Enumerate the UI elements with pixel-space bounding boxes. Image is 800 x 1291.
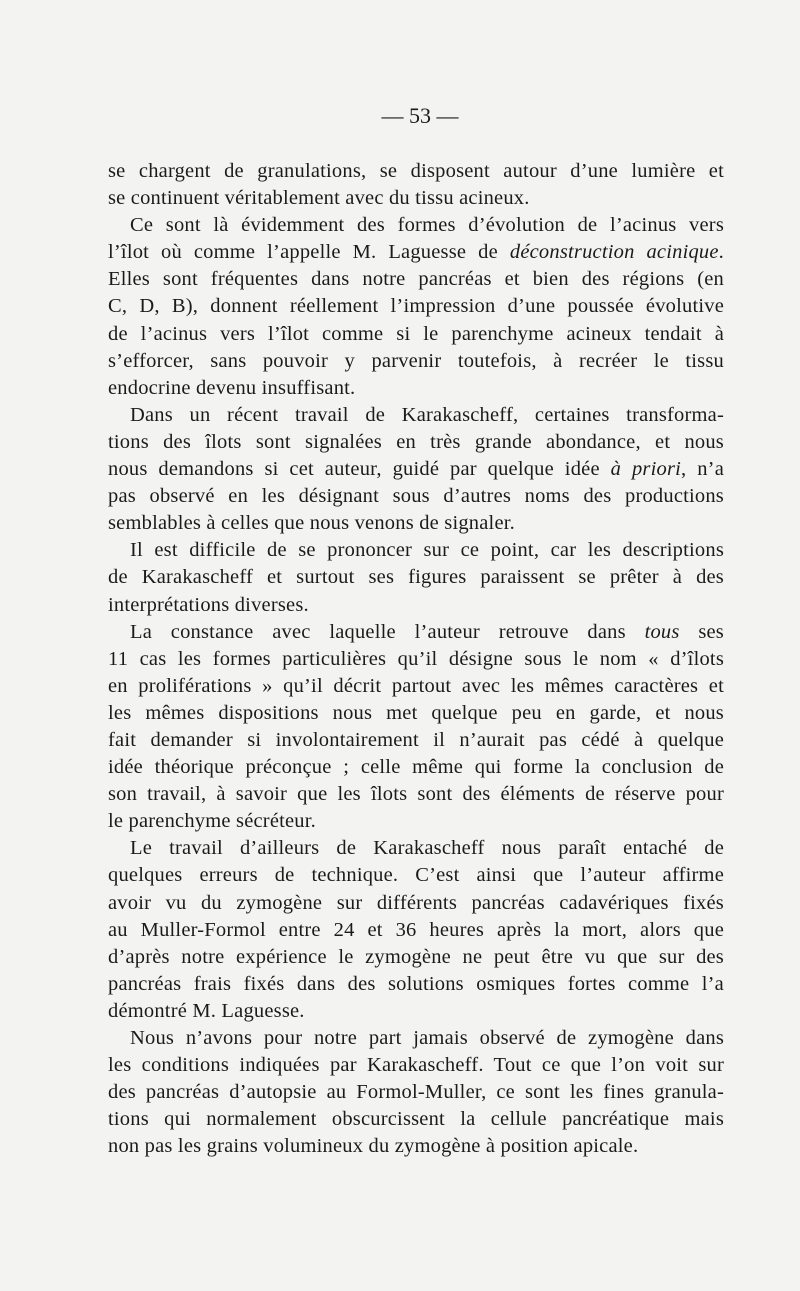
text-line (108, 456, 724, 483)
text-line (108, 1079, 724, 1106)
text-segment: semblables à celles que nous venons de signaler. (108, 512, 515, 535)
text-line (108, 564, 724, 591)
text-line (108, 646, 724, 673)
text-segment: quelques erreurs de technique. C’est ainsi que l’auteur affirme (108, 864, 724, 887)
text-segment: d’après notre expérience le zymogène ne peut être vu que sur des (108, 945, 724, 968)
text-segment: Dans un récent travail de Karakascheff, certaines transforma- (130, 403, 724, 426)
text-line (108, 1133, 724, 1160)
text-line (108, 537, 724, 564)
text-line (108, 727, 724, 754)
text-line (108, 212, 724, 239)
text-segment: Il est difficile de se prononcer sur ce point, car les descriptions (130, 539, 724, 562)
text-line (108, 402, 724, 429)
text-line (108, 944, 724, 971)
text-line (108, 971, 724, 998)
text-segment: idée théorique préconçue ; celle même qui forme la conclusion de (108, 756, 724, 779)
text-segment: se continuent véritablement avec du tissu acineux. (108, 187, 530, 210)
text-line (108, 808, 724, 835)
text-segment: La constance avec laquelle l’auteur retrouve dans (130, 620, 645, 643)
text-segment: ses (679, 620, 724, 643)
text-segment: au Muller-Formol entre 24 et 36 heures après la mort, alors que (108, 918, 724, 941)
text-segment: les mêmes dispositions nous met quelque peu en garde, et nous (108, 701, 724, 724)
text-segment: s’efforcer, sans pouvoir y parvenir toutefois, à recréer le tissu (108, 349, 724, 372)
text-line (108, 1052, 724, 1079)
text-segment: nous demandons si cet auteur, guidé par quelque idée (108, 458, 611, 481)
text-line (108, 917, 724, 944)
text-line (108, 890, 724, 917)
text-segment: Elles sont fréquentes dans notre pancréas et bien des régions (en (108, 268, 724, 291)
text-line (108, 1106, 724, 1133)
text-segment: pas observé en les désignant sous d’autres noms des productions (108, 485, 724, 508)
text-line (108, 375, 724, 402)
text-line (108, 619, 724, 646)
text-segment: l’îlot où comme l’appelle M. Laguesse de (108, 241, 510, 264)
text-line (108, 429, 724, 456)
text-line (108, 700, 724, 727)
text-segment: pancréas frais fixés dans des solutions osmiques fortes comme l’a (108, 972, 724, 995)
text-segment: avoir vu du zymogène sur différents pancréas cadavériques fixés (108, 891, 724, 914)
text-segment: endocrine devenu insuffisant. (108, 376, 356, 399)
text-line (108, 673, 724, 700)
text-line (108, 592, 724, 619)
text-segment: interprétations diverses. (108, 593, 309, 616)
text-segment: . (718, 241, 724, 264)
text-line (108, 483, 724, 510)
text-segment: fait demander si involontairement il n’aurait pas cédé à quelque (108, 728, 724, 751)
page-number: — 53 — (381, 103, 459, 128)
italic-text: déconstruction acinique (509, 241, 719, 264)
italic-text: à priori (610, 458, 682, 481)
text-line (108, 185, 724, 212)
text-line (108, 239, 724, 266)
text-segment: de Karakascheff et surtout ses figures paraissent se prêter à des (108, 566, 724, 589)
text-line (108, 1025, 724, 1052)
italic-text: tous (644, 620, 680, 643)
text-segment: son travail, à savoir que les îlots sont des éléments de réserve pour (108, 783, 724, 806)
text-line (108, 348, 724, 375)
text-segment: tions des îlots sont signalées en très grande abondance, et nous (108, 430, 724, 453)
text-segment: le parenchyme sécréteur. (108, 810, 316, 833)
text-segment: de l’acinus vers l’îlot comme si le parenchyme acineux tendait à (108, 322, 724, 345)
text-segment: tions qui normalement obscurcissent la cellule pancréatique mais (108, 1108, 724, 1131)
text-line (108, 998, 724, 1025)
text-line (108, 293, 724, 320)
text-line (108, 321, 724, 348)
text-segment: les conditions indiquées par Karakascheff. Tout ce que l’on voit sur (108, 1054, 724, 1077)
body-text (108, 158, 724, 1160)
text-line (108, 158, 724, 185)
text-segment: 11 cas les formes particulières qu’il désigne sous le nom « d’îlots (108, 647, 724, 670)
text-segment: des pancréas d’autopsie au Formol-Muller, ce sont les fines granula- (108, 1081, 724, 1104)
text-segment: Nous n’avons pour notre part jamais observé de zymogène dans (130, 1027, 724, 1049)
text-line (108, 510, 724, 537)
text-segment: Ce sont là évidemment des formes d’évolution de l’acinus vers (130, 214, 724, 237)
text-segment: C, D, B), donnent réellement l’impression d’une poussée évolutive (108, 295, 724, 318)
text-line (108, 835, 724, 862)
text-segment: non pas les grains volumineux du zymogène à position apicale. (108, 1135, 639, 1158)
text-line (108, 862, 724, 889)
text-line (108, 754, 724, 781)
text-line (108, 781, 724, 808)
text-segment: Le travail d’ailleurs de Karakascheff nous paraît entaché de (130, 837, 724, 860)
text-segment: en proliférations » qu’il décrit partout avec les mêmes caractères et (108, 674, 724, 697)
text-line (108, 266, 724, 293)
text-segment: , n’a (681, 458, 724, 481)
text-segment: démontré M. Laguesse. (108, 999, 305, 1022)
text-segment: se chargent de granulations, se disposent autour d’une lumière et (108, 160, 724, 182)
